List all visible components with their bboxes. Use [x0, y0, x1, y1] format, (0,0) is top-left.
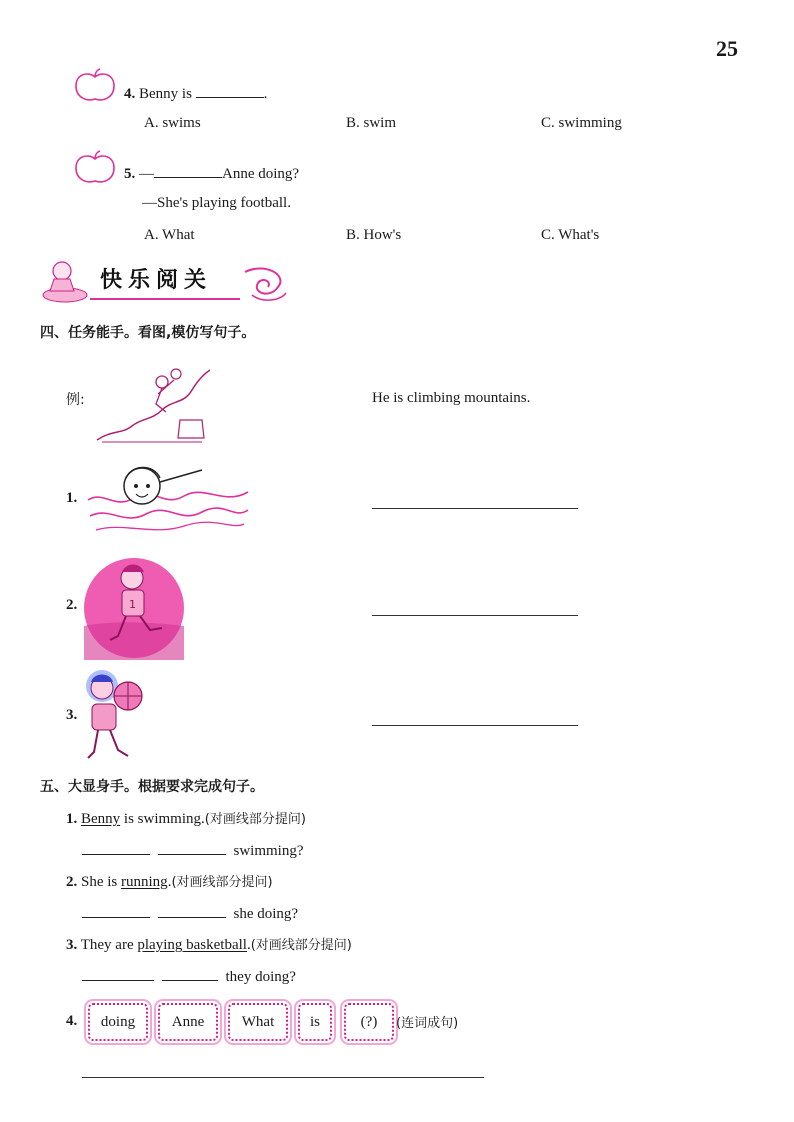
- answer-line-1: [82, 840, 304, 860]
- answer-tail: swimming?: [233, 843, 304, 859]
- section-5-heading: 五、大显身手。根据要求完成句子。: [40, 779, 264, 795]
- item-number: 3.: [66, 707, 78, 723]
- page-number: 25: [716, 36, 738, 61]
- sentence-rest: .: [167, 874, 172, 890]
- banner-title: 快乐阅关: [100, 268, 213, 293]
- svg-text:1: 1: [129, 598, 136, 611]
- answer-line[interactable]: [372, 615, 578, 616]
- question-number: 5.: [124, 166, 136, 182]
- answer-tail: she doing?: [233, 906, 299, 922]
- answer-line[interactable]: [372, 508, 578, 509]
- question-4: [124, 83, 267, 103]
- word-card-what[interactable]: What: [228, 1003, 288, 1041]
- running-boy-image: [82, 556, 186, 660]
- option-b[interactable]: B. How's: [346, 227, 402, 243]
- question-number: 4.: [66, 1013, 78, 1029]
- swimming-boy-image: [84, 460, 252, 538]
- question-5: [124, 163, 299, 183]
- answer-blank[interactable]: [154, 163, 222, 178]
- rewrite-question-1: [66, 808, 306, 828]
- instruction-note: (对画线部分提问): [171, 875, 273, 890]
- question-number: 3.: [66, 937, 78, 953]
- answer-line-3: [82, 966, 296, 986]
- option-a[interactable]: A. What: [144, 227, 195, 243]
- answer-line[interactable]: [82, 1077, 484, 1078]
- question-stem: Benny is: [139, 86, 192, 102]
- rewrite-question-3: [66, 934, 352, 954]
- answer-line[interactable]: [372, 725, 578, 726]
- underlined-word: running: [121, 874, 168, 890]
- question-number: 1.: [66, 811, 78, 827]
- question-number: 2.: [66, 874, 78, 890]
- instruction-note: (连词成句): [396, 1016, 459, 1031]
- underlined-phrase: playing basketball: [137, 937, 247, 953]
- question-stem: Anne doing?: [222, 166, 300, 182]
- option-b[interactable]: B. swim: [346, 115, 397, 131]
- apple-icon: [72, 150, 118, 186]
- answer-blank[interactable]: [162, 966, 218, 981]
- instruction-note: (对画线部分提问): [204, 812, 306, 827]
- answer-line-2: [82, 903, 298, 923]
- answer-blank[interactable]: [82, 903, 150, 918]
- sentence-rest: is swimming.: [120, 811, 205, 827]
- dialog-line-2: —She's playing football.: [142, 195, 291, 211]
- item-number: 1.: [66, 490, 78, 506]
- option-c[interactable]: C. What's: [541, 227, 600, 243]
- item-number: 2.: [66, 597, 78, 613]
- answer-blank[interactable]: [158, 903, 226, 918]
- option-c[interactable]: C. swimming: [541, 115, 622, 131]
- answer-tail: they doing?: [225, 969, 296, 985]
- option-a[interactable]: A. swims: [144, 115, 201, 131]
- climbing-boy-image: [92, 360, 212, 444]
- section-4-heading: 四、任务能手。看图,模仿写句子。: [40, 325, 256, 341]
- sentence-start: They are: [80, 937, 138, 953]
- word-card-is[interactable]: is: [298, 1003, 332, 1041]
- dialog-dash: —: [139, 166, 154, 182]
- answer-blank[interactable]: [196, 83, 264, 98]
- rewrite-question-2: [66, 871, 273, 891]
- example-sentence: He is climbing mountains.: [372, 390, 531, 406]
- question-end: .: [263, 86, 268, 102]
- underlined-word: Benny: [81, 811, 121, 827]
- word-card-anne[interactable]: Anne: [158, 1003, 218, 1041]
- word-card-question-mark[interactable]: (?): [344, 1003, 394, 1041]
- sentence-start: She is: [81, 874, 122, 890]
- answer-blank[interactable]: [158, 840, 226, 855]
- instruction-note: (对画线部分提问): [250, 938, 352, 953]
- answer-blank[interactable]: [82, 840, 150, 855]
- example-label: 例:: [66, 392, 85, 408]
- sentence-rest: .: [246, 937, 251, 953]
- basketball-boy-image: [82, 664, 148, 764]
- word-card-doing[interactable]: doing: [88, 1003, 148, 1041]
- apple-icon: [72, 68, 118, 104]
- question-number: 4.: [124, 86, 136, 102]
- section-banner: [40, 257, 290, 307]
- answer-blank[interactable]: [82, 966, 154, 981]
